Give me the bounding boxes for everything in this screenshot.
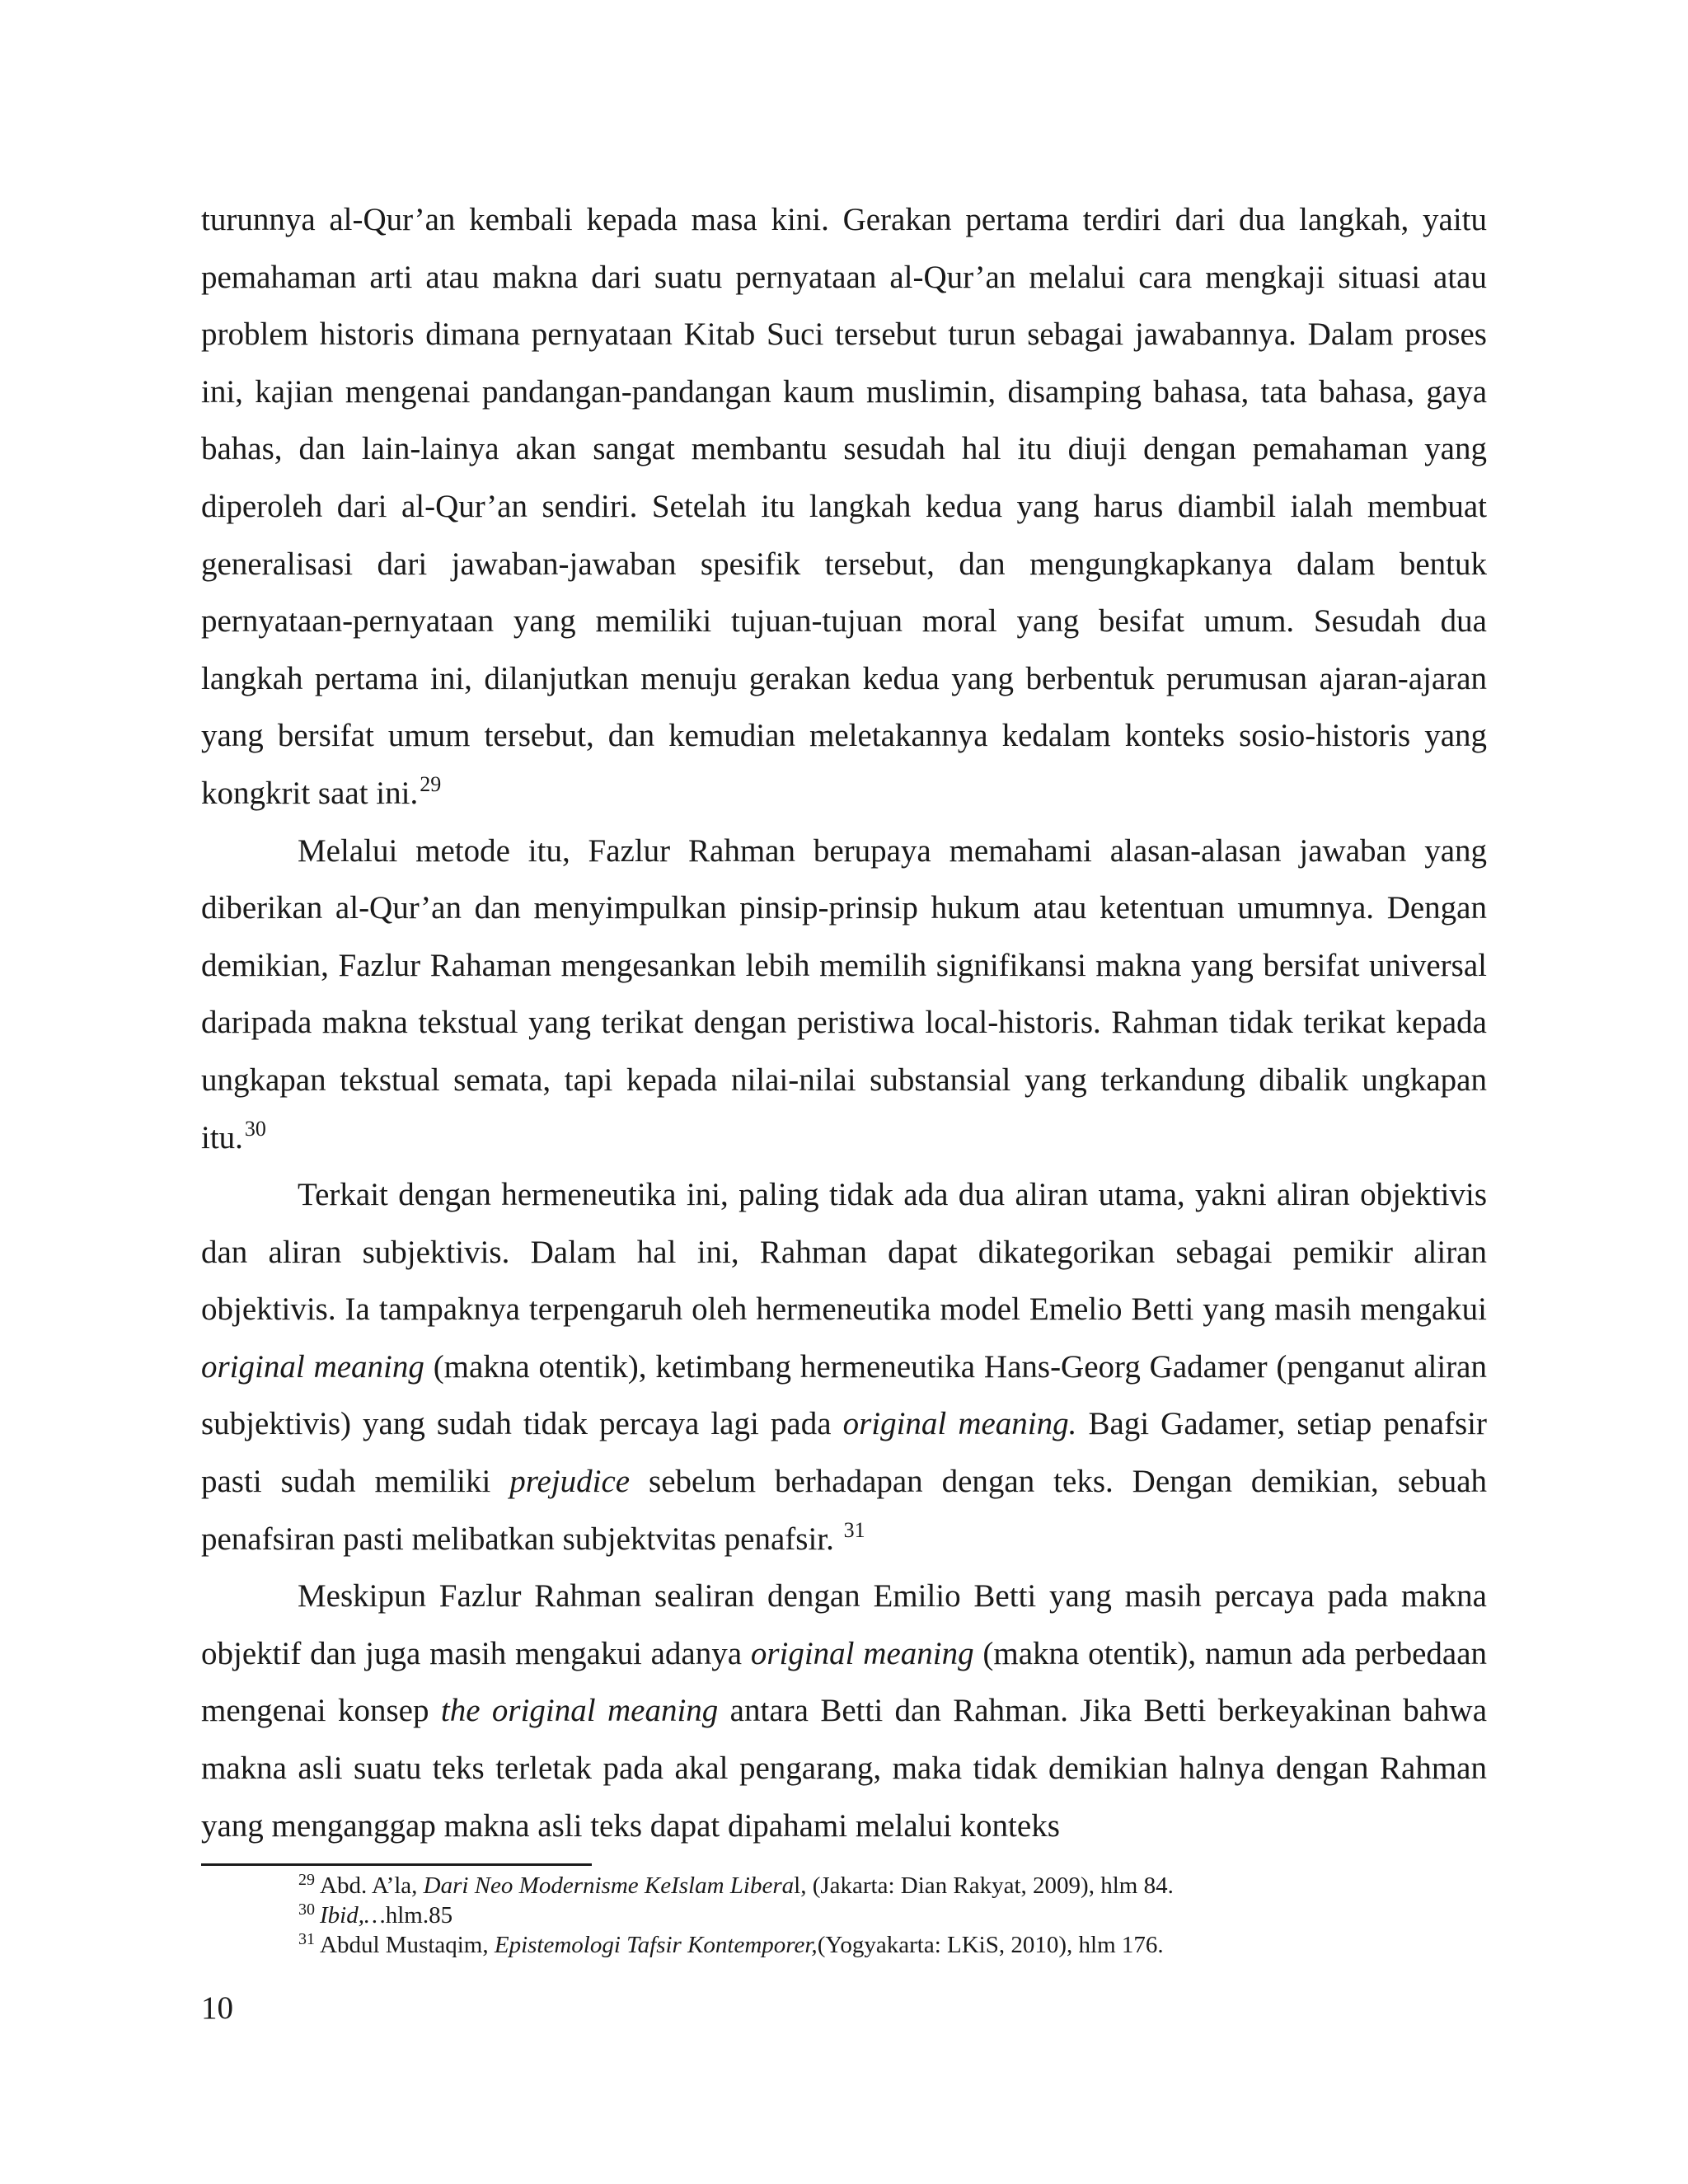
footnote-separator <box>201 1863 592 1866</box>
paragraph <box>201 1166 1487 1568</box>
footnote-number: 29 <box>298 1871 315 1889</box>
footnote-rest: l, (Jakarta: Dian Rakyat, 2009), hlm 84. <box>794 1872 1174 1899</box>
paragraph <box>201 1568 1487 1854</box>
text-run: Bagi Gadamer, setiap penafsir pasti sudah memiliki <box>201 1406 1487 1500</box>
italic-term: prejudice <box>509 1464 631 1500</box>
text-run: (makna otentik), namun ada perbedaan mengenai konsep <box>201 1635 1487 1729</box>
text-run: antara Betti dan Rahman. Jika Betti berkeyakinan bahwa makna asli suatu teks terletak pada akal pengarang, maka tidak demikian halnya dengan Rahman yang menganggap makna asli teks dapat dipahami melalui konteks <box>201 1693 1488 1844</box>
footnote-title: Epistemologi Tafsir Kontemporer, <box>494 1932 818 1958</box>
footnote-rest: hlm.85 <box>385 1902 453 1929</box>
paragraph <box>201 823 1487 1167</box>
footnotes <box>298 1871 1452 1960</box>
page-number: 10 <box>201 1990 233 2026</box>
footnote <box>298 1900 1452 1930</box>
footnote-author: Abdul Mustaqim, <box>320 1932 495 1958</box>
italic-term: original meaning <box>750 1635 974 1671</box>
footnote-marker: 29 <box>420 771 442 796</box>
footnote <box>298 1871 1452 1900</box>
paragraph <box>201 191 1487 823</box>
footnote-author: Abd. A’la, <box>320 1872 424 1899</box>
footnote-title: Ibid,… <box>320 1902 386 1929</box>
footnote-marker: 31 <box>843 1517 865 1542</box>
text-run: Melalui metode itu, Fazlur Rahman berupaya memahami alasan-alasan jawaban yang diberikan al-Qur’an dan menyimpulkan pinsip-prinsip hukum atau ketentuan umumnya. Dengan demikian, Fazlur Rahaman mengesankan lebih memilih signifikansi makna yang bersifat universal daripada makna tekstual yang terikat dengan peristiwa local-historis. Rahman tidak terikat kepada ungkapan tekstual semata, tapi kepada nilai-nilai substansial yang terkandung dibalik ungkapan itu. <box>201 832 1487 1155</box>
text-run: (makna otentik), ketimbang hermeneutika Hans-Georg Gadamer (penganut aliran subjektivis) yang sudah tidak percaya lagi pada <box>201 1348 1487 1442</box>
footnote-number: 31 <box>298 1930 315 1948</box>
italic-term: original meaning. <box>842 1406 1077 1442</box>
text-run: Meskipun Fazlur Rahman sealiran dengan Emilio Betti yang masih percaya pada makna objektif dan juga masih mengakui adanya <box>201 1578 1487 1671</box>
text-run: sebelum berhadapan dengan teks. Dengan demikian, sebuah penafsiran pasti melibatkan subjektvitas penafsir. <box>201 1464 1488 1557</box>
italic-term: the original meaning <box>440 1693 719 1729</box>
footnote <box>298 1930 1452 1960</box>
italic-term: original meaning <box>201 1348 424 1385</box>
body-text <box>201 191 1487 1854</box>
footnote-title: Dari Neo Modernisme KeIslam Libera <box>423 1872 795 1899</box>
footnote-rest: (Yogyakarta: LKiS, 2010), hlm 176. <box>817 1932 1164 1958</box>
footnote-number: 30 <box>298 1900 315 1919</box>
text-run: turunnya al-Qur’an kembali kepada masa kini. Gerakan pertama terdiri dari dua langkah, yaitu pemahaman arti atau makna dari suatu pernyataan al-Qur’an melalui cara mengkaji situasi atau problem historis dimana pernyataan Kitab Suci tersebut turun sebagai jawabannya. Dalam proses ini, kajian mengenai pandangan-pandangan kaum muslimin, disamping bahasa, tata bahasa, gaya bahas, dan lain-lainya akan sangat membantu sesudah hal itu diuji dengan pemahaman yang diperoleh dari al-Qur’an sendiri. Setelah itu langkah kedua yang harus diambil ialah membuat generalisasi dari jawaban-jawaban spesifik tersebut, dan mengungkapkanya dalam bentuk pernyataan-pernyataan yang memiliki tujuan-tujuan moral yang besifat umum. Sesudah dua langkah pertama ini, dilanjutkan menuju gerakan kedua yang berbentuk perumusan ajaran-ajaran yang bersifat umum tersebut, dan kemudian meletakannya kedalam konteks sosio-historis yang kongkrit saat ini. <box>201 202 1487 811</box>
footnote-marker: 30 <box>244 1116 266 1141</box>
text-run: Terkait dengan hermeneutika ini, paling tidak ada dua aliran utama, yakni aliran objektivis dan aliran subjektivis. Dalam hal ini, Rahman dapat dikategorikan sebagai pemikir aliran objektivis. Ia tampaknya terpengaruh oleh hermeneutika model Emelio Betti yang masih mengakui <box>201 1177 1487 1328</box>
